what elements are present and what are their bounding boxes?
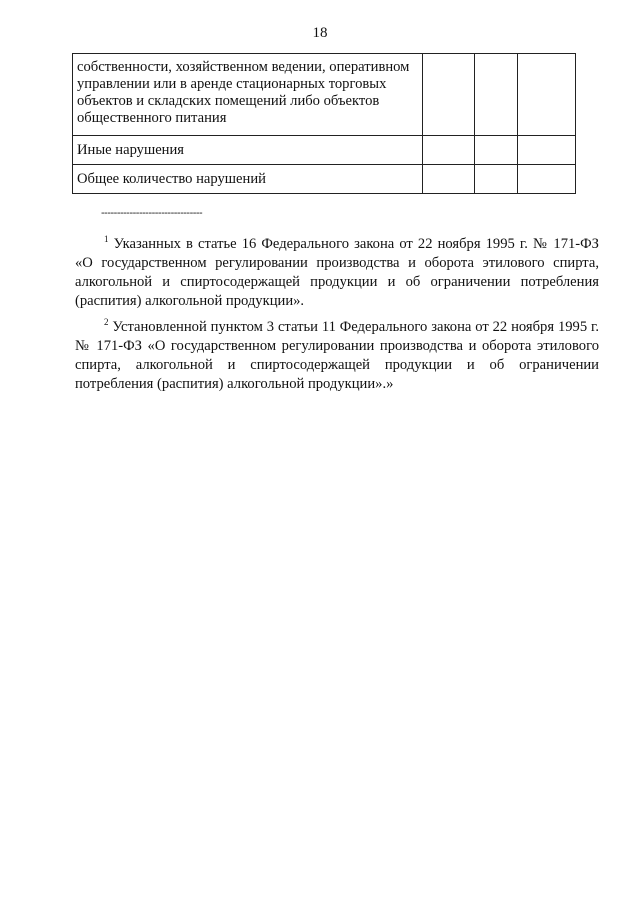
table-row bbox=[73, 165, 576, 194]
footnote bbox=[75, 318, 599, 394]
footnote-text: Установленной пунктом 3 статьи 11 Федерального закона от 22 ноября 1995 г. № 171-ФЗ «О государственном регулировании производства и оборота этилового спирта, алкогольной и спиртосодержащей продукции и об ограничении потребления (распития) алкогольной продукции».» bbox=[75, 319, 600, 392]
footnote-separator: -------------------------------- bbox=[101, 207, 203, 219]
page-number: 18 bbox=[312, 25, 328, 41]
table-cell bbox=[518, 54, 576, 136]
table-cell bbox=[475, 54, 518, 136]
table-cell bbox=[518, 136, 576, 165]
table-row bbox=[73, 54, 576, 136]
footnote-mark: 2 bbox=[104, 317, 109, 328]
table-cell-description: Общее количество нарушений bbox=[73, 165, 423, 194]
footnote bbox=[75, 235, 599, 311]
table-cell bbox=[475, 165, 518, 194]
table-cell bbox=[423, 136, 475, 165]
table-cell bbox=[423, 165, 475, 194]
table-cell bbox=[518, 165, 576, 194]
violations-table bbox=[72, 53, 576, 194]
table-cell bbox=[475, 136, 518, 165]
footnote-mark: 1 bbox=[104, 234, 109, 245]
table-row bbox=[73, 136, 576, 165]
footnote-text: Указанных в статье 16 Федерального закона от 22 ноября 1995 г. № 171-ФЗ «О государственном регулировании производства и оборота этилового спирта, алкогольной и спиртосодержащей продукции и об ограничении потребления (распития) алкогольной продукции». bbox=[75, 236, 599, 309]
table-cell-description: Иные нарушения bbox=[73, 136, 423, 165]
table-cell bbox=[423, 54, 475, 136]
table-cell-description: собственности, хозяйственном ведении, оперативном управлении или в аренде стационарных торговых объектов и складских помещений либо объектов общественного питания bbox=[73, 54, 423, 136]
